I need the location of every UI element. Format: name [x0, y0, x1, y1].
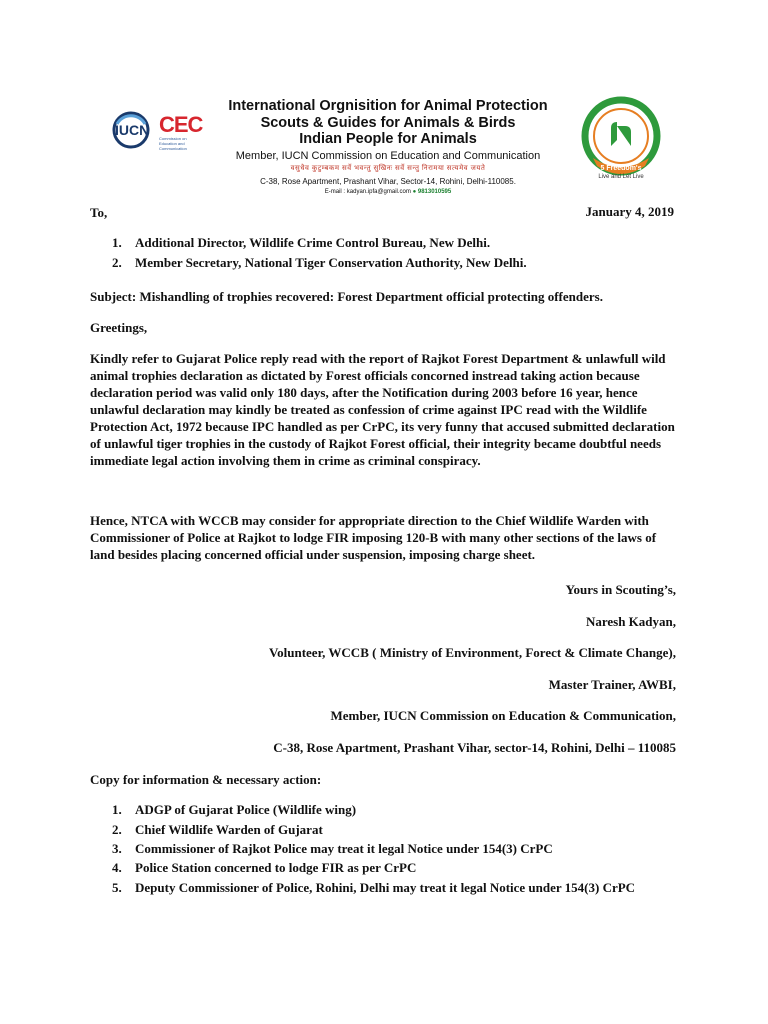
contact-line — [218, 189, 558, 195]
to-line: To, — [90, 205, 108, 220]
greeting: Greetings, — [90, 320, 148, 335]
signoff-address: C-38, Rose Apartment, Prashant Vihar, sector-14, Rohini, Delhi – 110085 — [273, 740, 676, 755]
cec-subtitle: Commission on Education and Communication — [159, 136, 187, 151]
whatsapp-icon: ● — [412, 188, 418, 195]
copy-list-item: 2. Chief Wildlife Warden of Gujarat — [112, 822, 323, 837]
phone-text: 9813010595 — [417, 188, 452, 195]
hindi-mottos: वसुधैव कुटुम्बकम सर्वे भवन्तु सुखिनः सर्वे सन्तु निरामया सत्यमेव जयते — [290, 164, 486, 172]
letterhead-address: C-38, Rose Apartment, Prashant Vihar, Sector-14, Rohini, Delhi-110085. — [260, 176, 516, 186]
copy-list-item: 1. ADGP of Gujarat Police (Wildlife wing) — [112, 802, 357, 817]
body-paragraph-2: Hence, NTCA with WCCB may consider for appropriate direction to the Chief Wildlife Warden with Commissioner of Police at Rajkot to lodge FIR imposing 120-B with many other sections of the laws of land besides placing concerned official under suspension, imposing charge sheet. — [90, 513, 657, 562]
body-paragraph-1: Kindly refer to Gujarat Police reply read with the report of Rajkot Forest Department & unlawfull wild animal trophies declaration as dictated by Forest officials concorned instread taking action because declaration period was valid only 180 days, after the Notification during 2003 before 16 year, hence unlawful declaration may kindly be treated as confession of crime against IPC read with the Wildlife Protection Act, 1972 because IPC handled as per CrPC, its very funny that accused submitted declaration of unlawful tiger trophies in the custody of Rajkot Forest official, their integrity became doubtful needs immediate legal action involving them in crime as criminal conspiracy. — [90, 351, 675, 468]
copy-list-item: 5. Deputy Commissioner of Police, Rohini, Delhi may treat it legal Notice under 154(3) CrPC — [112, 880, 636, 895]
org-line-1: International Orgnisition for Animal Protection — [228, 98, 548, 114]
org-line-2: Scouts & Guides for Animals & Birds — [260, 114, 516, 131]
letter-date: January 4, 2019 — [585, 204, 674, 219]
signoff-line: Yours in Scouting’s, — [565, 582, 676, 597]
copy-list-item: 4. Police Station concerned to lodge FIR as per CrPC — [112, 860, 417, 875]
signoff-line: Master Trainer, AWBI, — [548, 677, 676, 692]
signoff-line: Volunteer, WCCB ( Ministry of Environment, Forect & Climate Change), — [268, 645, 676, 660]
letterhead-text — [218, 98, 558, 195]
recipient-item: 1. Additional Director, Wildlife Crime Control Bureau, New Delhi. — [112, 235, 491, 250]
org-line-3: Indian People for Animals — [299, 131, 477, 147]
letterhead — [93, 92, 679, 204]
cec-logo-text: CEC — [159, 112, 203, 137]
recipient-item: 2. Member Secretary, National Tiger Conservation Authority, New Delhi. — [112, 255, 527, 270]
five-freedoms-badge-icon — [577, 96, 665, 184]
badge-text: 5 Freedom's — [600, 165, 642, 172]
iucn-logo-text: IUCN — [115, 122, 150, 138]
member-line: Member, IUCN Commission on Education and Communication — [235, 149, 541, 162]
signoff-name: Naresh Kadyan, — [585, 614, 676, 629]
subject-line: Subject: Mishandling of trophies recovered: Forest Department official protecting offenders. — [90, 289, 603, 304]
badge-caption: Live and Let Live — [598, 174, 644, 180]
copy-heading: Copy for information & necessary action: — [90, 772, 322, 787]
signoff-line: Member, IUCN Commission on Education & Communication, — [330, 708, 676, 723]
email-text: E-mail : kadyan.ipfa@gmail.com — [324, 188, 411, 195]
copy-list-item: 3. Commissioner of Rajkot Police may treat it legal Notice under 154(3) CrPC — [112, 841, 553, 856]
